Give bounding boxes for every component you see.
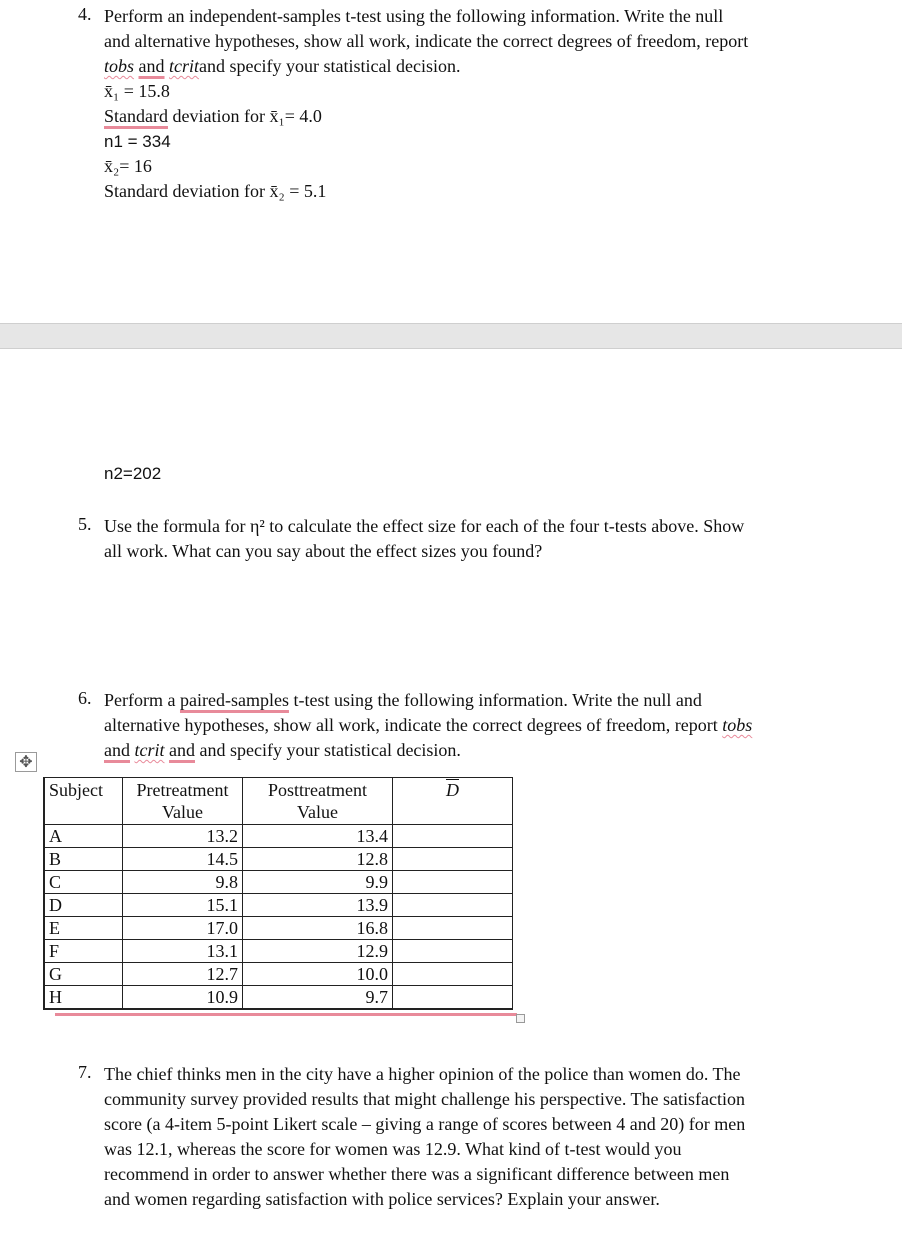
sd-1-label: Standard — [104, 106, 168, 126]
header-posttreatment-text: Posttreatment Value — [268, 780, 367, 822]
q7-line-5: recommend in order to answer whether there was a significant difference between men — [104, 1164, 730, 1184]
and-word-2: and — [169, 740, 195, 760]
cell-d — [393, 963, 513, 986]
header-d — [393, 778, 513, 825]
cell-post: 12.8 — [243, 848, 393, 871]
cell-subject: D — [44, 894, 123, 917]
cell-post: 9.9 — [243, 871, 393, 894]
cell-post: 9.7 — [243, 986, 393, 1010]
q6-number: 6. — [78, 688, 92, 708]
header-pretreatment-text: Pretreatment Value — [136, 780, 229, 822]
q4-line-1: Perform an independent-samples t-test using the following information. Write the null — [104, 6, 724, 26]
mean-2: x̄₂= 16 — [104, 156, 152, 176]
q7-line-2: community survey provided results that might challenge his perspective. The satisfaction — [104, 1089, 746, 1109]
cell-subject: F — [44, 940, 123, 963]
q6-text — [104, 688, 752, 763]
t-obs: tobs — [104, 56, 135, 76]
and-word: and — [104, 740, 130, 760]
q6-line-3-rest: and specify your statistical decision. — [199, 740, 461, 760]
q6-line-1-pre: Perform a — [104, 690, 176, 710]
t-obs: tobs — [722, 715, 753, 735]
cell-d — [393, 894, 513, 917]
cell-subject: A — [44, 825, 123, 848]
page-break — [0, 323, 902, 349]
table-row — [44, 871, 513, 894]
sd-2: Standard deviation for x̄₂ = 5.1 — [104, 181, 327, 201]
paired-samples-term: paired-samples — [179, 690, 289, 710]
table-row — [44, 894, 513, 917]
cell-subject: G — [44, 963, 123, 986]
table-row — [44, 825, 513, 848]
table-header-row — [44, 778, 513, 825]
q6-line-2-pre: alternative hypotheses, show all work, indicate the correct degrees of freedom, report — [104, 715, 718, 735]
cell-subject: B — [44, 848, 123, 871]
cell-pre: 13.1 — [123, 940, 243, 963]
cell-subject: E — [44, 917, 123, 940]
q4-number: 4. — [78, 4, 92, 24]
cell-post: 12.9 — [243, 940, 393, 963]
t-crit: tcrit — [134, 740, 165, 760]
q6-line-2 — [104, 713, 752, 738]
cell-d — [393, 871, 513, 894]
resize-icon[interactable] — [516, 1014, 525, 1023]
table-row — [44, 848, 513, 871]
cell-post: 13.9 — [243, 894, 393, 917]
q7-line-3: score (a 4-item 5-point Likert scale – giving a range of scores between 4 and 20) for men — [104, 1114, 746, 1134]
cell-subject: H — [44, 986, 123, 1010]
cell-pre: 12.7 — [123, 963, 243, 986]
q7-line-1: The chief thinks men in the city have a higher opinion of the police than women do. The — [104, 1064, 741, 1084]
q7-text — [104, 1062, 745, 1212]
q5-text — [104, 514, 744, 564]
n-2: n2=202 — [104, 464, 162, 483]
cell-pre: 17.0 — [123, 917, 243, 940]
q4-text — [104, 4, 748, 204]
table-underline-mark — [55, 1013, 517, 1016]
q7-line-4: was 12.1, whereas the score for women was 12.9. What kind of t-test would you — [104, 1139, 682, 1159]
and-word: and — [138, 56, 165, 76]
q5-line-2: all work. What can you say about the effect sizes you found? — [104, 541, 543, 561]
q6-line-3 — [104, 738, 752, 763]
q6-line-1 — [104, 688, 752, 713]
table-row — [44, 940, 513, 963]
table-row — [44, 963, 513, 986]
q7-line-6: and women regarding satisfaction with police services? Explain your answer. — [104, 1189, 660, 1209]
cell-d — [393, 986, 513, 1010]
cell-subject: C — [44, 871, 123, 894]
paired-data-table — [43, 777, 513, 1010]
table-row — [44, 986, 513, 1010]
q4-line-3 — [104, 54, 748, 79]
move-icon[interactable]: ✥ — [15, 752, 37, 772]
q5-number: 5. — [78, 514, 92, 534]
cell-d — [393, 917, 513, 940]
cell-post: 13.4 — [243, 825, 393, 848]
table-row — [44, 917, 513, 940]
cell-d — [393, 825, 513, 848]
cell-pre: 15.1 — [123, 894, 243, 917]
sd-1 — [104, 104, 748, 129]
cell-d — [393, 848, 513, 871]
header-pretreatment — [123, 778, 243, 825]
cell-post: 16.8 — [243, 917, 393, 940]
cell-pre: 14.5 — [123, 848, 243, 871]
q4-line-3-rest: and specify your statistical decision. — [199, 56, 461, 76]
q5-line-1: Use the formula for η² to calculate the effect size for each of the four t-tests above. Show — [104, 516, 745, 536]
header-subject: Subject — [44, 778, 123, 825]
header-posttreatment — [243, 778, 393, 825]
mean-1: x̄₁ = 15.8 — [104, 81, 170, 101]
t-crit: tcrit — [169, 56, 200, 76]
n-1: n1 = 334 — [104, 132, 171, 151]
header-d-text: $\overline{D}$ — [446, 780, 459, 800]
cell-post: 10.0 — [243, 963, 393, 986]
cell-pre: 9.8 — [123, 871, 243, 894]
q7-number: 7. — [78, 1062, 92, 1082]
q6-line-1-post: t-test using the following information. Write the null and — [293, 690, 702, 710]
sd-1-rest: deviation for x̄₁= 4.0 — [172, 106, 322, 126]
cell-pre: 10.9 — [123, 986, 243, 1010]
q4-line-2: and alternative hypotheses, show all work, indicate the correct degrees of freedom, report — [104, 31, 749, 51]
cell-pre: 13.2 — [123, 825, 243, 848]
cell-d — [393, 940, 513, 963]
